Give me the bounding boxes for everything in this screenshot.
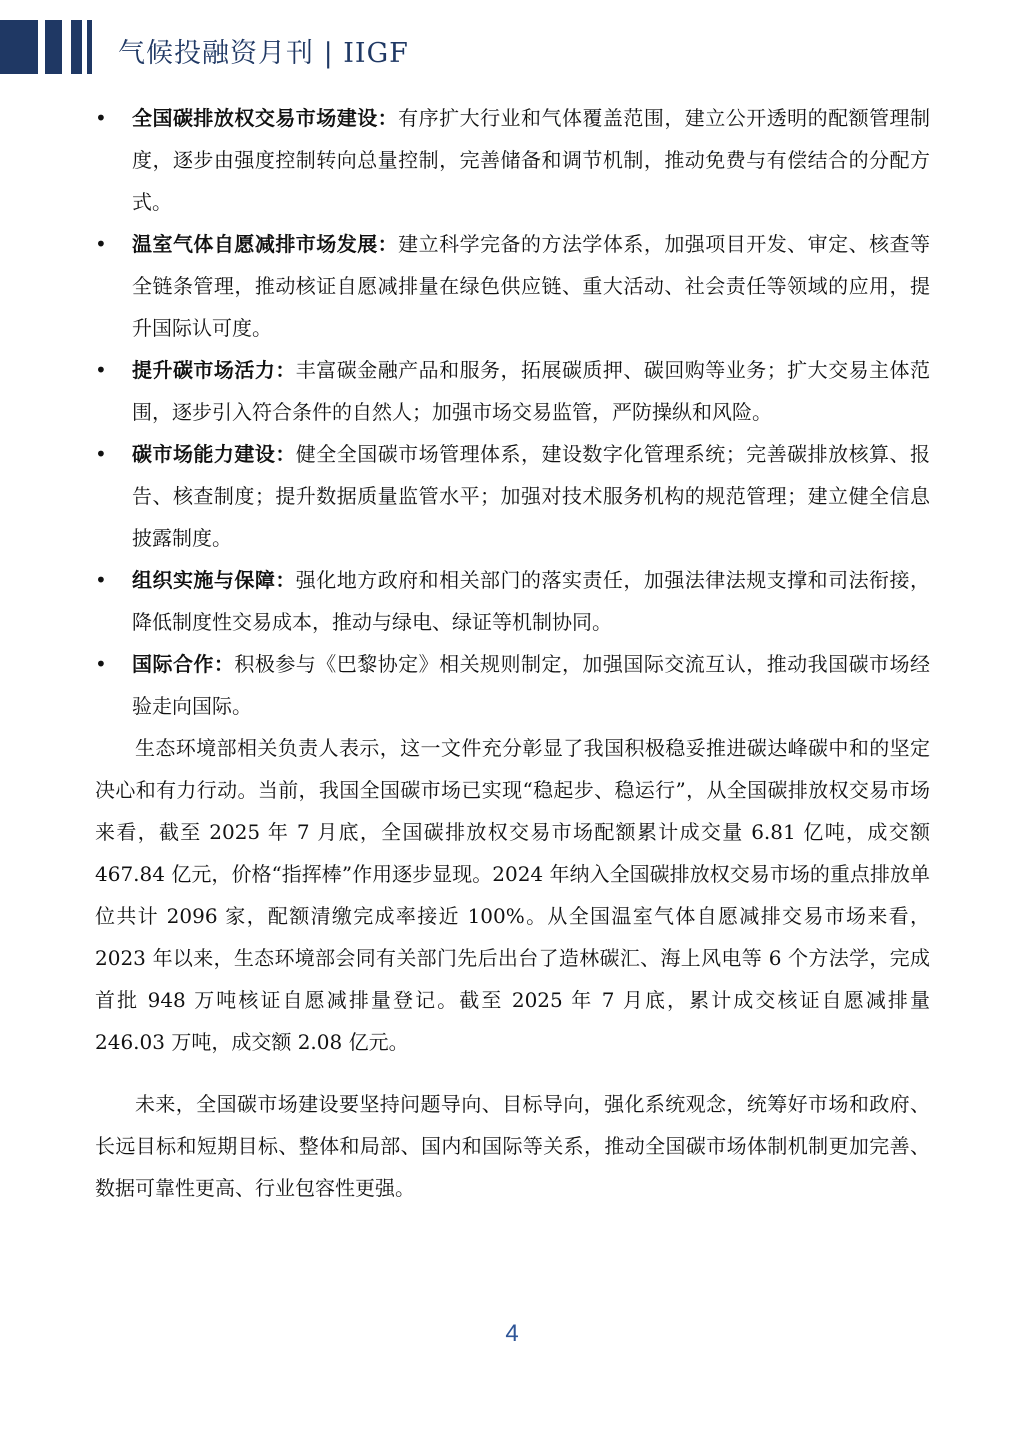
bullet-icon: • — [95, 106, 107, 130]
logo-bar — [45, 20, 62, 74]
document-body — [95, 97, 930, 1229]
bullet-text: 健全全国碳市场管理体系，建设数字化管理系统；完善碳排放核算、报告、核查制度；提升数据质量监管水平；加强对技术服务机构的规范管理；建立健全信息披露制度。 — [132, 442, 931, 550]
bullet-item — [95, 643, 930, 727]
bullet-item — [95, 97, 930, 223]
body-paragraph: 生态环境部相关负责人表示，这一文件充分彰显了我国积极稳妥推进碳达峰碳中和的坚定决心和有力行动。当前，我国全国碳市场已实现“稳起步、稳运行”，从全国碳排放权交易市场来看，截至 2025 年 7 月底，全国碳排放权交易市场配额累计成交量 6.81 亿吨，成交额 467.84 亿元，价格“指挥棒”作用逐步显现。2024 年纳入全国碳排放权交易市场的重点排放单位共计 2096 家，配额清缴完成率接近 100%。从全国温室气体自愿减排交易市场来看，2023 年以来，生态环境部会同有关部门先后出台了造林碳汇、海上风电等 6 个方法学，完成首批 948 万吨核证自愿减排量登记。截至 2025 年 7 月底，累计成交核证自愿减排量 246.03 万吨，成交额 2.08 亿元。 — [95, 736, 930, 1054]
bullet-title: 提升碳市场活力： — [132, 358, 296, 382]
bullet-title: 国际合作： — [132, 652, 235, 676]
bullet-item — [95, 559, 930, 643]
bullet-icon: • — [95, 568, 107, 592]
bullet-item — [95, 349, 930, 433]
page-number: 4 — [505, 1320, 519, 1347]
bullet-text: 丰富碳金融产品和服务，拓展碳质押、碳回购等业务；扩大交易主体范围，逐步引入符合条件的自然人；加强市场交易监管，严防操纵和风险。 — [132, 358, 931, 424]
bullet-text: 有序扩大行业和气体覆盖范围，建立公开透明的配额管理制度，逐步由强度控制转向总量控制，完善储备和调节机制，推动免费与有偿结合的分配方式。 — [132, 106, 931, 214]
bullet-text: 积极参与《巴黎协定》相关规则制定，加强国际交流互认，推动我国碳市场经验走向国际。 — [132, 652, 931, 718]
bullet-item — [95, 223, 930, 349]
bullet-icon: • — [95, 358, 107, 382]
bullet-text: 建立科学完备的方法学体系，加强项目开发、审定、核查等全链条管理，推动核证自愿减排量在绿色供应链、重大活动、社会责任等领域的应用，提升国际认可度。 — [132, 232, 931, 340]
bullet-title: 温室气体自愿减排市场发展： — [132, 232, 399, 256]
header-title: 气候投融资月刊 | IIGF — [118, 38, 409, 69]
bullet-title: 组织实施与保障： — [132, 568, 296, 592]
bullet-title: 碳市场能力建设： — [132, 442, 296, 466]
bullet-icon: • — [95, 652, 107, 676]
bullet-item — [95, 433, 930, 559]
bullet-text: 强化地方政府和相关部门的落实责任，加强法律法规支撑和司法衔接，降低制度性交易成本，推动与绿电、绿证等机制协同。 — [132, 568, 931, 634]
bullet-icon: • — [95, 232, 107, 256]
logo-bar — [71, 20, 82, 74]
bullet-title: 全国碳排放权交易市场建设： — [132, 106, 399, 130]
logo-bar — [0, 20, 38, 74]
logo-bar — [87, 20, 92, 74]
bullet-icon: • — [95, 442, 107, 466]
body-paragraph: 未来，全国碳市场建设要坚持问题导向、目标导向，强化系统观念，统筹好市场和政府、长远目标和短期目标、整体和局部、国内和国际等关系，推动全国碳市场体制机制更加完善、数据可靠性更高、行业包容性更强。 — [95, 1092, 930, 1200]
